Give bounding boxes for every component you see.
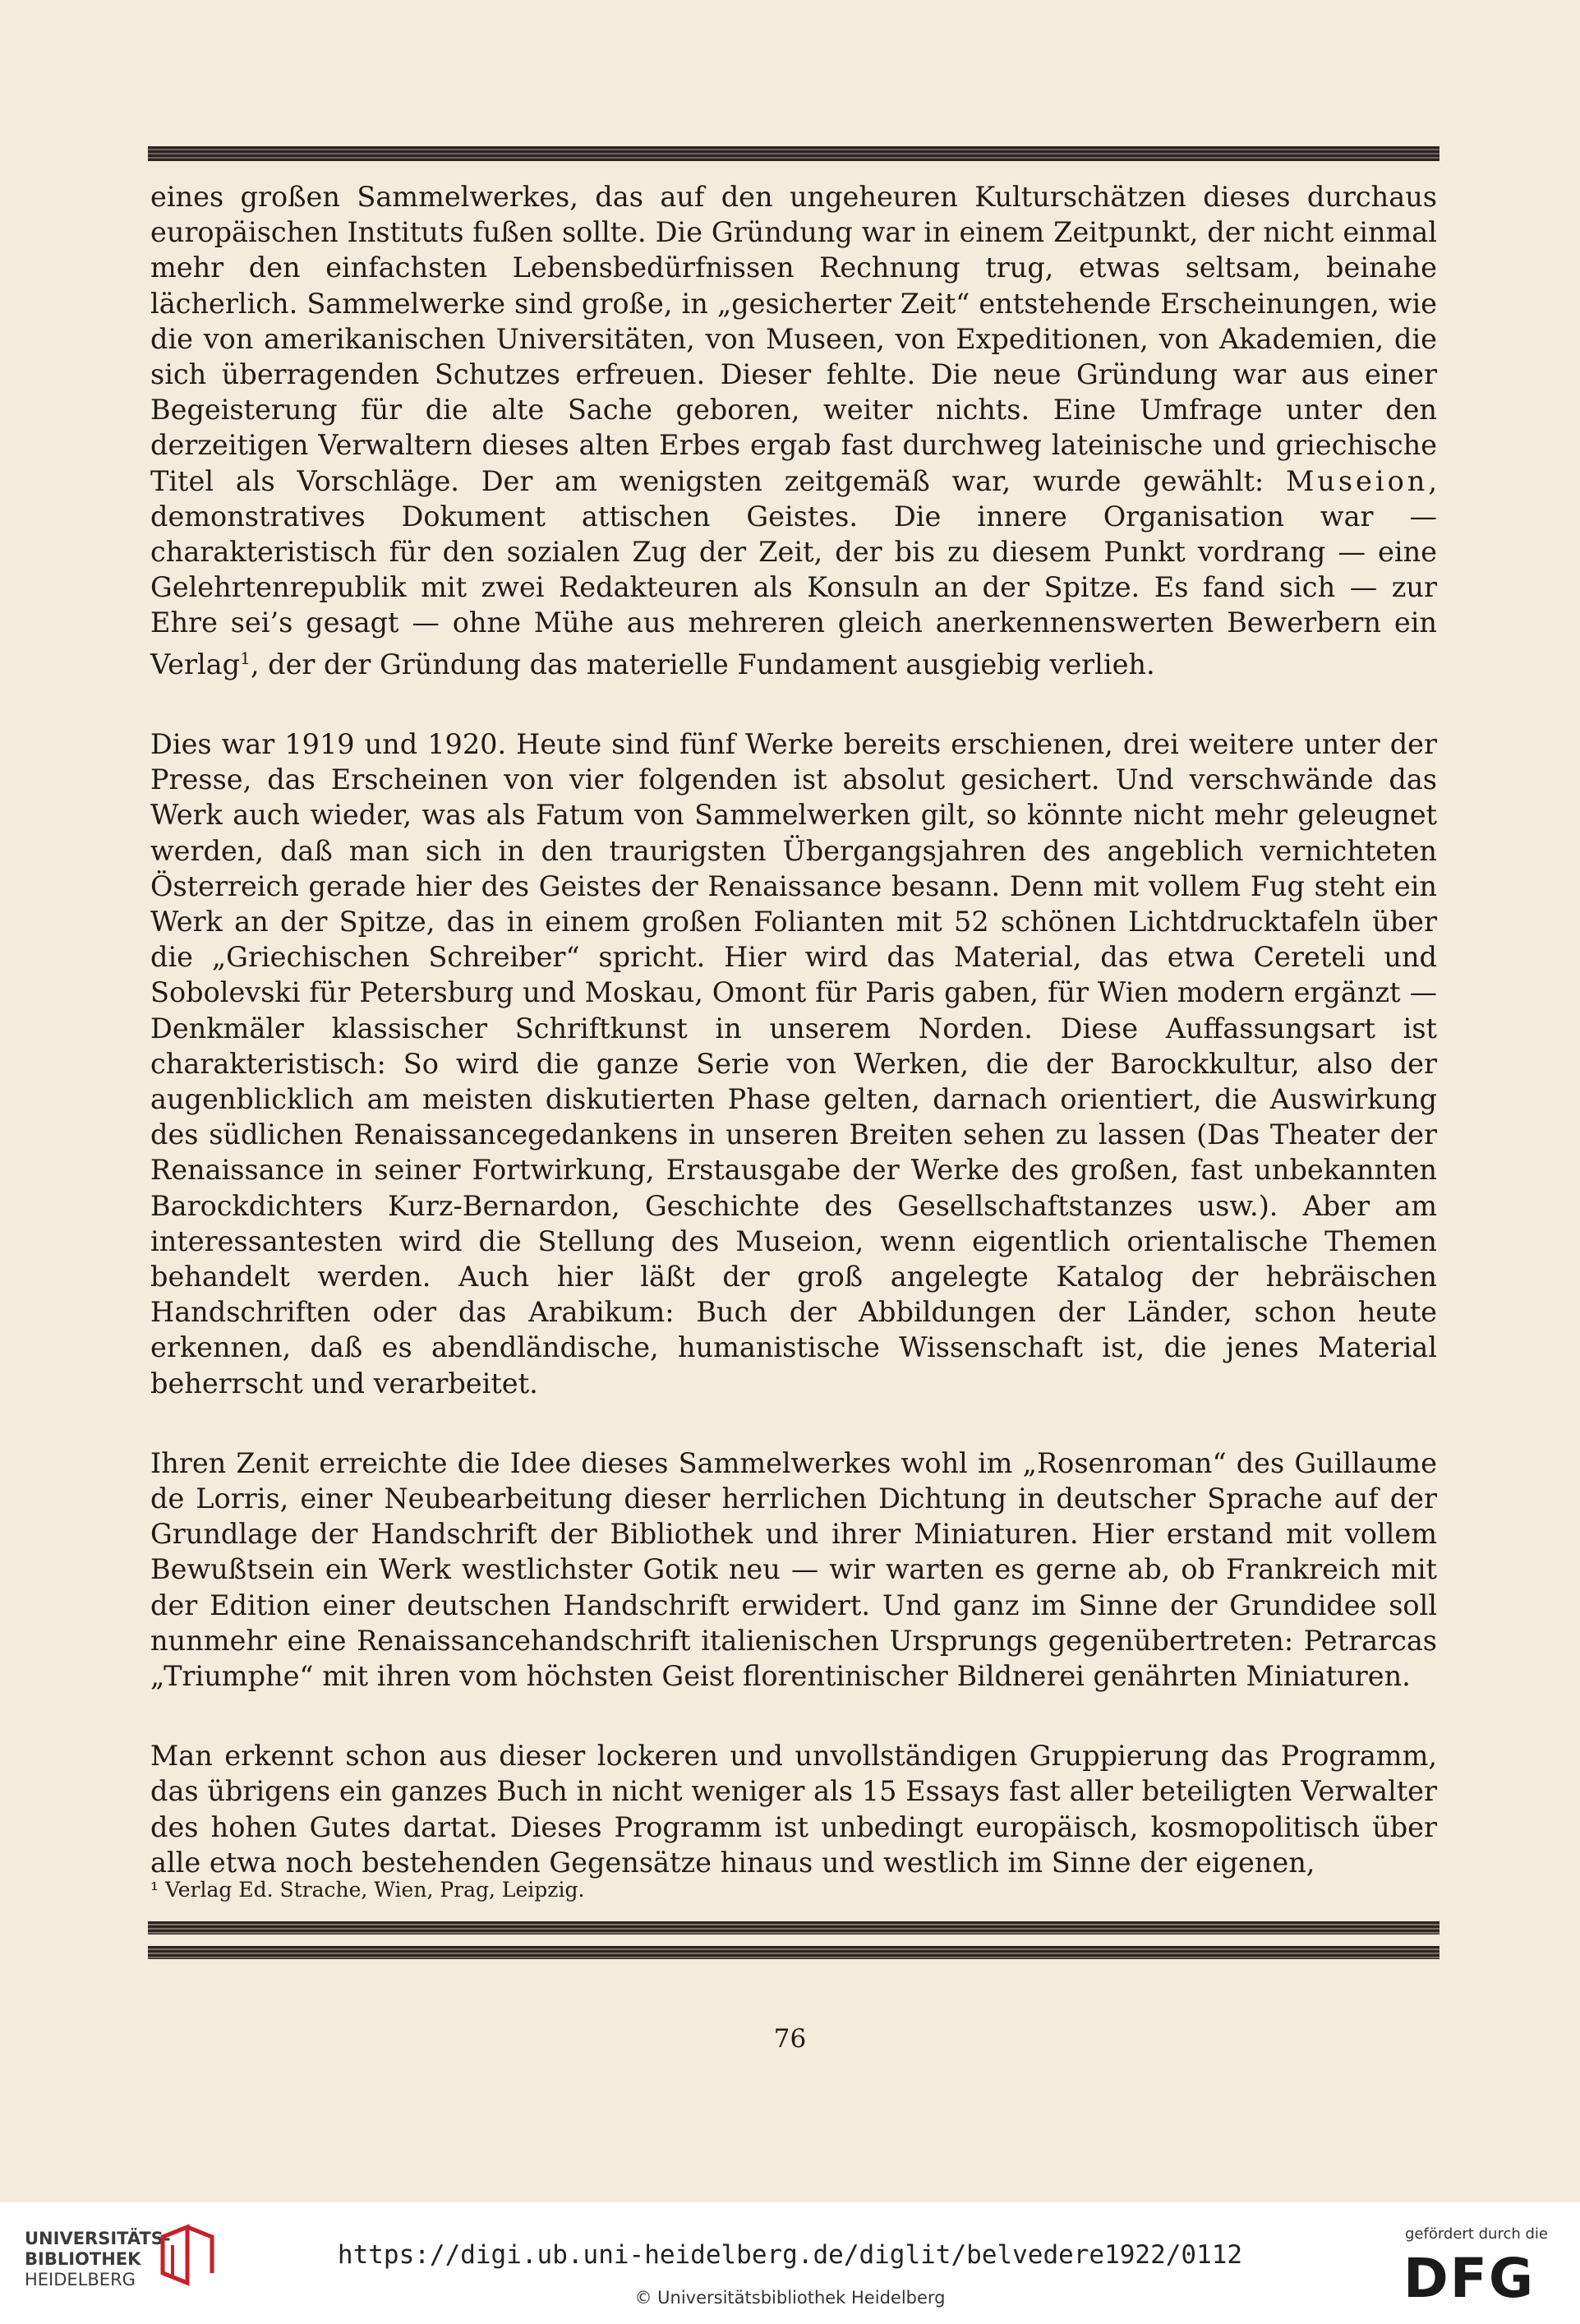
paragraph-1-text: eines großen Sammelwerkes, das auf den ungeheuren Kulturschätzen dieses durchaus europäischen Instituts fußen sollte. Die Gründung war in einem Zeitpunkt, der nicht einmal mehr den einfachsten Lebensbedürfnissen Rechnung trug, etwas seltsam, beinahe lächerlich. Sammelwerke sind große, in „gesicherter Zeit“ entstehende Erscheinungen, wie die von amerikanischen Universitäten, von Museen, von Expeditionen, von Akademien, die sich überragenden Schutzes erfreuen. Dieser fehlte. Die neue Gründung war aus einer Begeisterung für die alte Sache geboren, weiter nichts. Eine Umfrage unter den derzeitigen Verwaltern dieses alten Erbes ergab fast durchweg lateinische und griechische Titel als Vorschläge. Der am wenigsten zeitgemäß war, wurde gewählt: bbox=[150, 181, 1437, 497]
paragraph-3: Ihren Zenit erreichte die Idee dieses Sammelwerkes wohl im „Rosenroman“ des Guillaume de Lorris, einer Neubearbeitung dieser herrlichen Dichtung in deutscher Sprache auf der Grundlage der Handschrift der Bibliothek und ihrer Miniaturen. Hier erstand mit vollem Bewußtsein ein Werk westlichster Gotik neu — wir warten es gerne ab, ob Frankreich mit der Edition einer deutschen Handschrift erwidert. Und ganz im Sinne der Grundidee soll nunmehr eine Renaissancehandschrift italienischen Ursprungs gegenübertreten: Petrarcas „Triumphe“ mit ihren vom höchsten Geist florentinischer Bildnerei genährten Miniaturen. bbox=[150, 1446, 1437, 1693]
footnote-reference: 1 bbox=[240, 648, 251, 668]
library-line-2: BIBLIOTHEK bbox=[25, 2249, 141, 2269]
bottom-decorative-rule bbox=[148, 1921, 1440, 1959]
paragraph-1 bbox=[150, 179, 1437, 682]
paragraph-1-end: , der der Gründung das materielle Fundament ausgiebig verlieh. bbox=[250, 648, 1155, 680]
body-text bbox=[150, 179, 1437, 1880]
permalink-url[interactable]: https://digi.ub.uni-heidelberg.de/diglit/belvedere1922/0112 bbox=[337, 2240, 1243, 2270]
spaced-word-museion: Museion bbox=[1285, 464, 1429, 497]
copyright-notice: © Universitätsbibliothek Heidelberg bbox=[634, 2288, 946, 2308]
top-decorative-rule bbox=[148, 146, 1440, 161]
page-number: 76 bbox=[773, 2024, 807, 2054]
footnote: ¹ Verlag Ed. Strache, Wien, Prag, Leipzig. bbox=[150, 1878, 585, 1902]
paragraph-1-continued: , demonstratives Dokument attischen Geistes. Die innere Organisation war — charakteristisch für den sozialen Zug der Zeit, der bis zu diesem Punkt vordrang — eine Gelehrtenrepublik mit zwei Redakteuren als Konsuln an der Spitze. Es fand sich — zur Ehre sei’s gesagt — ohne Mühe aus mehreren gleich anerkennenswerten Bewerbern ein Verlag bbox=[150, 464, 1437, 680]
library-line-3: HEIDELBERG bbox=[25, 2270, 136, 2289]
dfg-caption: gefördert durch die bbox=[1405, 2225, 1548, 2243]
paragraph-4: Man erkennt schon aus dieser lockeren und unvollständigen Gruppierung das Programm, das übrigens ein ganzes Buch in nicht weniger als 15 Essays fast aller beteiligten Verwalter des hohen Gutes dartat. Dieses Programm ist unbedingt europäisch, kosmopolitisch über alle etwa noch bestehenden Gegensätze hinaus und westlich im Sinne der eigenen, bbox=[150, 1740, 1437, 1879]
dfg-logo: DFG bbox=[1403, 2247, 1536, 2310]
paragraph-2: Dies war 1919 und 1920. Heute sind fünf Werke bereits erschienen, drei weitere unter der Presse, das Erscheinen von vier folgenden ist absolut gesichert. Und verschwände das Werk auch wieder, was als Fatum von Sammelwerken gilt, so könnte nicht mehr geleugnet werden, daß man sich in den traurigsten Übergangsjahren des angeblich vernichteten Österreich gerade hier des Geistes der Renaissance besann. Denn mit vollem Fug steht ein Werk an der Spitze, das in einem großen Folianten mit 52 schönen Lichtdrucktafeln über die „Griechischen Schreiber“ spricht. Hier wird das Material, das etwa Cereteli und Sobolevski für Petersburg und Moskau, Omont für Paris gaben, für Wien modern ergänzt — Denkmäler klassischer Schriftkunst in unserem Norden. Diese Auffassungsart ist charakteristisch: So wird die ganze Serie von Werken, die der Barockkultur, also der augenblicklich am meisten diskutierten Phase gelten, darnach orientiert, die Auswirkung des südlichen Renaissancegedankens in unseren Breiten sehen zu lassen (Das Theater der Renaissance in seiner Fortwirkung, Erstausgabe der Werke des großen, fast unbekannten Barockdichters Kurz-Bernardon, Geschichte des Gesellschaftstanzes usw.). Aber am interessantesten wird die Stellung des Museion, wenn eigentlich orientalische Themen behandelt werden. Auch hier läßt der groß angelegte Katalog der hebräischen Handschriften oder das Arabikum: Buch der Abbildungen der Länder, schon heute erkennen, daß es abendländische, humanistische Wissenschaft ist, die jenes Material beherrscht und verarbeitet. bbox=[150, 728, 1437, 1399]
library-line-1: UNIVERSITÄTS- bbox=[25, 2229, 171, 2248]
